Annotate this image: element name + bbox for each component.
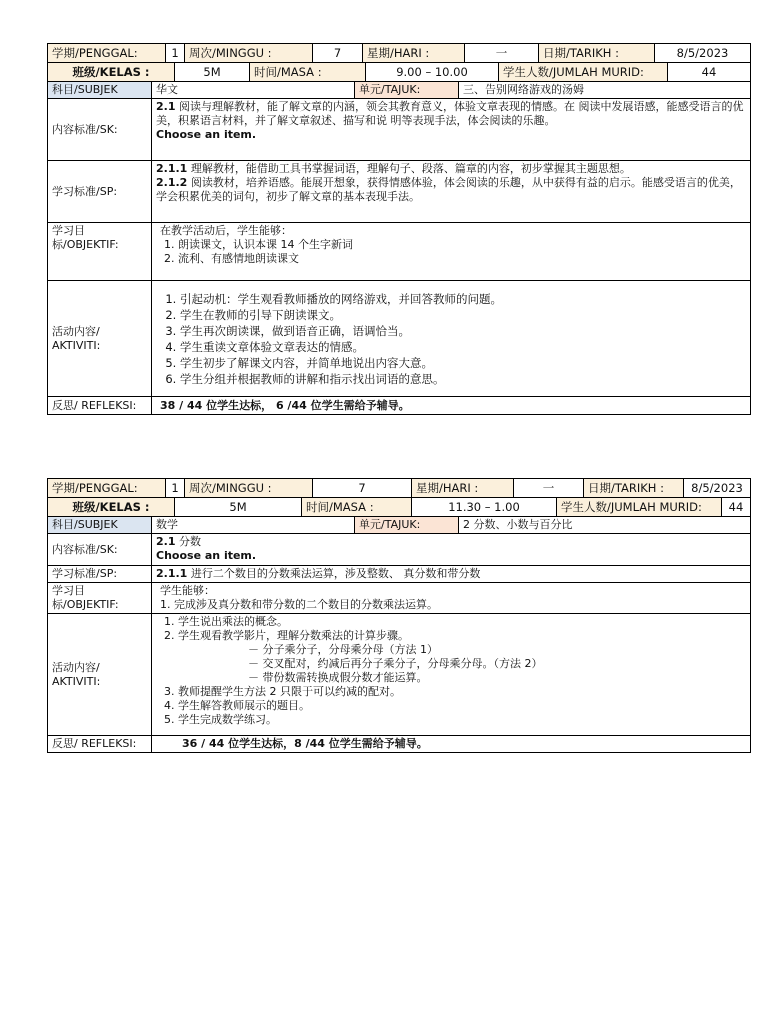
list-item-text: 学生观看教学影片，理解分数乘法的计算步骤。 [178,629,409,642]
sp1-code: 2.1.1 [156,162,188,175]
sp1-code: 2.1.1 [156,567,188,580]
sk-code: 2.1 [156,100,176,113]
masa-value: 11.30 – 1.00 [412,498,557,517]
kelas-value: 5M [175,63,250,82]
penggal-value: 1 [166,44,185,63]
list-item: 2. 学生在教师的引导下朗读课文。 [180,307,746,323]
sub-item: － 交叉配对，约减后再分子乘分子，分母乘分母。（方法 2） [248,657,543,670]
plan-header-row-2 [47,498,751,517]
murid-value: 44 [668,63,751,82]
minggu-value: 7 [313,479,412,498]
aktiviti-list [160,291,746,387]
tajuk-label: 单元/TAJUK: [355,82,459,99]
hari-value: 一 [514,479,584,498]
minggu-label: 周次/MINGGU : [185,479,313,498]
tajuk-value: 三、告别网络游戏的汤姆 [459,82,751,99]
sub-item: － 分子乘分子，分母乘分母（方法 1） [248,643,438,656]
sp-content [152,566,751,583]
list-item: 4. 学生解答教师展示的题目。 [178,699,746,713]
subjek-value: 数学 [152,517,355,534]
plan-body [47,82,751,415]
sk-code: 2.1 [156,535,176,548]
lesson-plan-1 [47,43,750,415]
refleksi-label: 反思/ REFLEKSI: [48,736,152,753]
lesson-plan-2 [47,478,750,753]
hari-label: 星期/HARI : [412,479,514,498]
list-item: 1. 引起动机：学生观看教师播放的网络游戏，并回答教师的问题。 [180,291,746,307]
aktiviti-content [152,614,751,736]
sp-label: 学习标准/SP: [48,566,152,583]
objektif-content [152,223,751,281]
hari-label: 星期/HARI : [363,44,465,63]
list-item: 3. 学生再次朗读课，做到语音正确，语调恰当。 [180,323,746,339]
list-item [178,629,746,685]
sp-content [152,161,751,223]
subjek-label: 科目/SUBJEK [48,517,152,534]
sp2-code: 2.1.2 [156,176,188,189]
sk-label: 内容标准/SK: [48,99,152,161]
murid-label: 学生人数/JUMLAH MURID: [557,498,722,517]
masa-value: 9.00 – 10.00 [366,63,499,82]
sp2-text: 阅读教材，培养语感。能展开想象，获得情感体验，体会阅读的乐趣，从中获得有益的启示。能感受语言的优美，学会积累优美的词句，初步了解文章的基本表现手法。 [156,176,741,203]
subjek-label: 科目/SUBJEK [48,82,152,99]
masa-label: 时间/MASA : [302,498,412,517]
hari-value: 一 [465,44,539,63]
masa-label: 时间/MASA : [250,63,366,82]
plan-header-row-2 [47,63,751,82]
sk-text: 分数 [179,535,201,548]
tarikh-label: 日期/TARIKH : [539,44,655,63]
aktiviti-content [152,281,751,397]
sub-item: － 带份数需转换成假分数才能运算。 [248,671,428,684]
list-item: 4. 学生重读文章体验文章表达的情感。 [180,339,746,355]
list-item: 1. 朗读课文，认识本课 14 个生字新词 [178,238,746,252]
murid-value: 44 [722,498,751,517]
objektif-content [152,583,751,614]
aktiviti-label: 活动内容/ AKTIVITI: [48,281,152,397]
sk-content [152,99,751,161]
subjek-value: 华文 [152,82,355,99]
sk-choose-item[interactable]: Choose an item. [156,549,257,562]
list-item: 6. 学生分组并根据教师的讲解和指示找出词语的意思。 [180,371,746,387]
aktiviti-list [160,615,746,727]
sk-choose-item[interactable]: Choose an item. [156,128,257,141]
penggal-value: 1 [166,479,185,498]
list-item: 5. 学生初步了解课文内容，并简单地说出内容大意。 [180,355,746,371]
objektif-label: 学习目标/OBJEKTIF: [48,583,152,614]
list-item: 3. 教师提醒学生方法 2 只限于可以约减的配对。 [178,685,746,699]
kelas-value: 5M [175,498,302,517]
tajuk-label: 单元/TAJUK: [355,517,459,534]
penggal-label: 学期/PENGGAL: [48,479,166,498]
objektif-line: 1. 完成涉及真分数和带分数的二个数目的分数乘法运算。 [160,598,438,611]
refleksi-value: 36 / 44 位学生达标，8 /44 位学生需给予辅导。 [152,736,751,753]
objektif-label: 学习目标/OBJEKTIF: [48,223,152,281]
objektif-intro: 在教学活动后，学生能够： [160,224,292,237]
tarikh-value: 8/5/2023 [684,479,751,498]
list-item: 5. 学生完成数学练习。 [178,713,746,727]
sp1-text: 进行二个数目的分数乘法运算，涉及整数、 真分数和带分数 [190,567,481,580]
plan-body [47,517,751,753]
plan-header-row-1 [47,43,751,63]
penggal-label: 学期/PENGGAL: [48,44,166,63]
tajuk-value: 2 分数、小数与百分比 [459,517,751,534]
sp-label: 学习标准/SP: [48,161,152,223]
aktiviti-label: 活动内容/ AKTIVITI: [48,614,152,736]
kelas-label: 班级/KELAS : [48,63,175,82]
sp1-text: 理解教材，能借助工具书掌握词语，理解句子、段落、篇章的内容，初步掌握其主题思想。 [190,162,631,175]
objektif-intro: 学生能够： [160,584,215,597]
refleksi-label: 反思/ REFLEKSI: [48,397,152,415]
tarikh-label: 日期/TARIKH : [584,479,684,498]
sk-label: 内容标准/SK: [48,534,152,566]
tarikh-value: 8/5/2023 [655,44,751,63]
murid-label: 学生人数/JUMLAH MURID: [499,63,668,82]
sk-text: 阅读与理解教材，能了解文章的内涵，领会其教育意义，体验文章表现的情感。在 阅读中发展语感，能感受语言的优美，积累语言材料，并了解文章叙述、描写和说 明等表现手法，体会阅读的乐趣。 [156,100,744,127]
refleksi-value: 38 / 44 位学生达标， 6 /44 位学生需给予辅导。 [152,397,751,415]
minggu-value: 7 [313,44,363,63]
plan-header-row-1 [47,478,751,498]
minggu-label: 周次/MINGGU : [185,44,313,63]
objektif-list [160,238,746,266]
sk-content [152,534,751,566]
kelas-label: 班级/KELAS : [48,498,175,517]
list-item: 1. 学生说出乘法的概念。 [178,615,746,629]
list-item: 2. 流利、有感情地朗读课文 [178,252,746,266]
